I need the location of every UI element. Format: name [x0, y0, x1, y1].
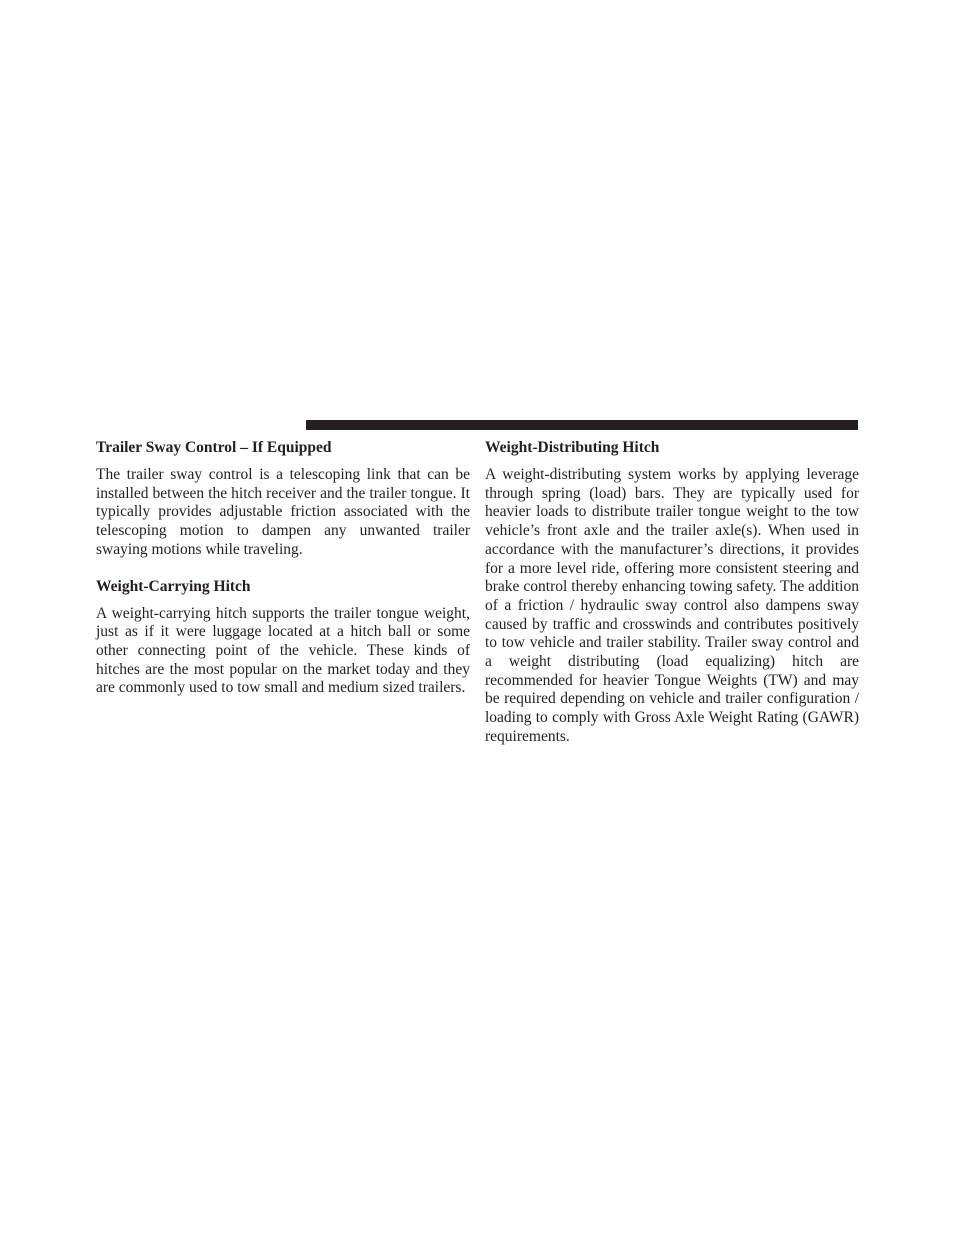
- paragraph-trailer-sway-control: The trailer sway control is a telescoping link that can be installed between the hitch receiver and the trailer tongue. It typically provides adjustable friction associated with the telescoping motion to dampen any unwanted trailer swaying motions while traveling.: [96, 466, 470, 558]
- heading-weight-carrying-hitch: Weight-Carrying Hitch: [96, 577, 251, 595]
- paragraph-weight-distributing-hitch: A weight-distributing system works by applying leverage through spring (load) bars. They are typically used for heavier loads to distribute trailer tongue weight to the tow vehicle’s front axle and the trailer axle(s). When used in accordance with the manufacturer’s directions, it provides for a more level ride, offering more consistent steering and brake control thereby enhancing towing safety. The addition of a friction / hydraulic sway control also dampens sway caused by traffic and crosswinds and contributes positively to tow vehicle and trailer stability. Trailer sway control and a weight distributing (load equalizing) hitch are recommended for heavier Tongue Weights (TW) and may be required depending on vehicle and trailer configuration / loading to comply with Gross Axle Weight Rating (GAWR) requirements.: [485, 466, 859, 745]
- heading-weight-distributing-hitch: Weight-Distributing Hitch: [485, 439, 660, 456]
- right-column: [485, 438, 859, 755]
- heading-trailer-sway-control: Trailer Sway Control – If Equipped: [96, 439, 332, 456]
- paragraph-weight-carrying-hitch: A weight-carrying hitch supports the trailer tongue weight, just as if it were luggage located at a hitch ball or some other connecting point of the vehicle. These kinds of hitches are the most popular on the market today and they are commonly used to tow small and medium sized trailers.: [96, 604, 470, 697]
- section-header-bar: [306, 420, 858, 430]
- left-column: [96, 438, 470, 706]
